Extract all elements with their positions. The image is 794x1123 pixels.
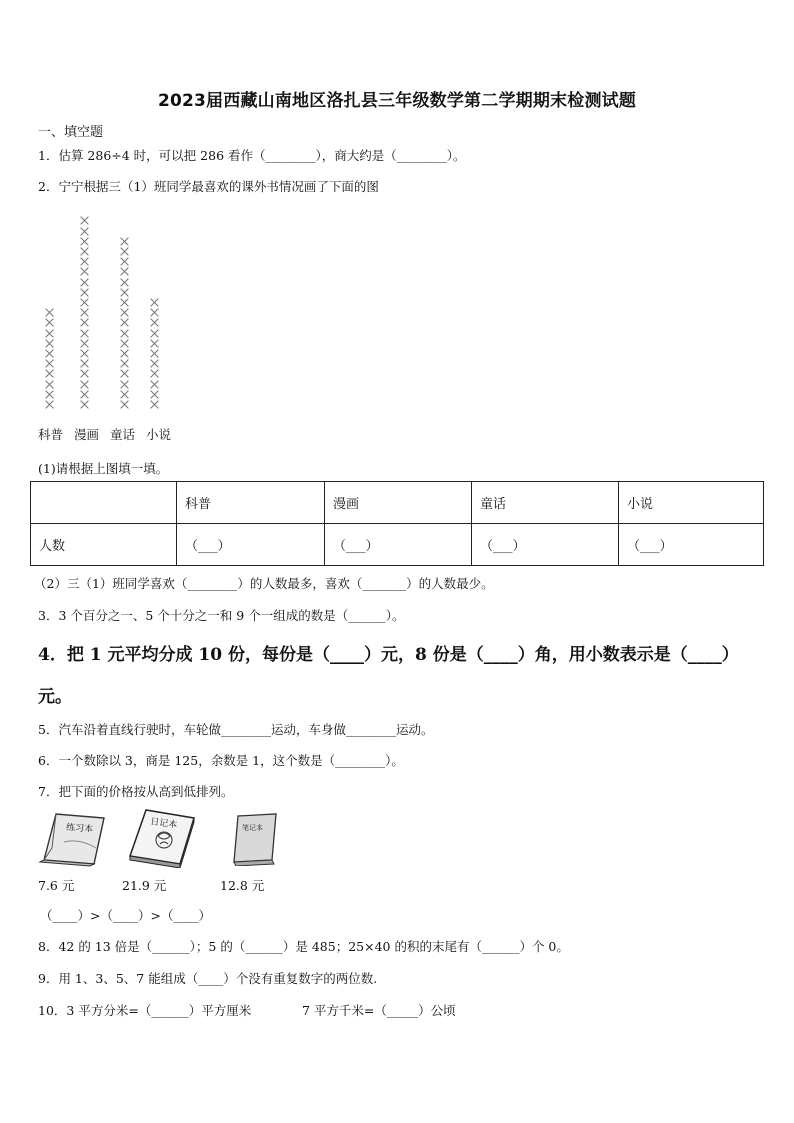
tally-cross (80, 288, 89, 297)
question-10-part-b: 7 平方千米=（_____）公顷 (302, 1003, 456, 1018)
category-label-manhua: 漫画 (74, 427, 100, 442)
tally-cross (80, 216, 89, 225)
table-cell (31, 482, 177, 524)
answer-blank[interactable]: （___） (619, 524, 764, 566)
tally-cross (150, 400, 159, 409)
question-7: 7．把下面的价格按从高到低排列。 (38, 784, 234, 799)
table-header-cell: 童话 (472, 482, 619, 524)
price-notebook: 12.8 元 (220, 878, 265, 893)
tally-cross (150, 390, 159, 399)
tally-cross (80, 237, 89, 246)
tally-cross (45, 390, 54, 399)
tally-cross (45, 308, 54, 317)
tally-cross (120, 237, 129, 246)
count-table (30, 481, 764, 566)
tally-cross (150, 318, 159, 327)
question-5: 5．汽车沿着直线行驶时，车轮做________运动，车身做________运动。 (38, 722, 434, 737)
tally-cross (80, 390, 89, 399)
tally-cross (45, 318, 54, 327)
tally-cross (45, 359, 54, 368)
tally-cross (120, 298, 129, 307)
question-6: 6．一个数除以 3，商是 125，余数是 1，这个数是（________）。 (38, 753, 404, 768)
price-diary: 21.9 元 (122, 878, 167, 893)
tally-cross (45, 369, 54, 378)
table-header-cell: 小说 (619, 482, 764, 524)
tally-cross (80, 278, 89, 287)
tally-cross (120, 318, 129, 327)
tally-cross (120, 257, 129, 266)
answer-blank[interactable]: （___） (177, 524, 325, 566)
tally-cross (150, 339, 159, 348)
tally-cross (120, 329, 129, 338)
category-label-kepu: 科普 (38, 427, 64, 442)
tally-cross (80, 257, 89, 266)
tally-cross (150, 349, 159, 358)
tally-cross (80, 247, 89, 256)
tally-cross (45, 349, 54, 358)
tally-cross (120, 267, 129, 276)
table-row-label: 人数 (31, 524, 177, 566)
question-2-part-1: (1)请根据上图填一填。 (38, 461, 169, 476)
tally-cross (80, 349, 89, 358)
tally-cross (80, 380, 89, 389)
diary-image (124, 806, 198, 868)
tally-cross (120, 247, 129, 256)
tally-cross (80, 308, 89, 317)
tally-cross (80, 400, 89, 409)
question-4: 4．把 1 元平均分成 10 份，每份是（____）元，8 份是（____）角，用小数表示是（____） (38, 645, 739, 665)
question-8: 8．42 的 13 倍是（______）；5 的（______）是 485；25×40 的积的末尾有（______）个 0。 (38, 939, 569, 954)
tally-cross (120, 349, 129, 358)
category-label-tonghua: 童话 (110, 427, 136, 442)
book-cover-label: 日记本 (149, 817, 178, 831)
notebook-image (228, 810, 282, 866)
tally-cross (80, 369, 89, 378)
question-4-continued: 元。 (38, 687, 72, 707)
tally-cross (120, 400, 129, 409)
tally-cross (120, 390, 129, 399)
tally-cross (45, 400, 54, 409)
tally-cross (80, 267, 89, 276)
table-row (31, 524, 764, 566)
question-10-part-a: 10．3 平方分米=（______）平方厘米 (38, 1003, 252, 1018)
price-exercise-book: 7.6 元 (38, 878, 75, 893)
tally-cross (120, 359, 129, 368)
exercise-book-image (36, 808, 108, 868)
tally-cross (80, 298, 89, 307)
answer-blank[interactable]: （___） (325, 524, 472, 566)
question-9: 9．用 1、3、5、7 能组成（____）个没有重复数字的两位数. (38, 971, 378, 986)
tally-cross (150, 298, 159, 307)
question-1: 1．估算 286÷4 时，可以把 286 看作（________），商大约是（________）。 (38, 148, 466, 163)
tally-cross (150, 329, 159, 338)
page-title: 2023届西藏山南地区洛扎县三年级数学第二学期期末检测试题 (157, 91, 637, 111)
tally-cross (120, 339, 129, 348)
tally-cross (80, 227, 89, 236)
table-header-cell: 科普 (177, 482, 325, 524)
tally-cross (150, 359, 159, 368)
question-2-part-2: （2）三（1）班同学喜欢（________）的人数最多，喜欢（_______）的人数最少。 (34, 576, 494, 591)
tally-cross (45, 380, 54, 389)
table-row (31, 482, 764, 524)
book-cover-label: 练习本 (65, 823, 94, 835)
tally-cross (120, 288, 129, 297)
tally-cross (80, 318, 89, 327)
tally-cross (150, 308, 159, 317)
category-label-xiaoshuo: 小说 (146, 427, 172, 442)
tally-cross (150, 380, 159, 389)
tally-cross (150, 369, 159, 378)
tally-cross (120, 380, 129, 389)
tally-cross (80, 329, 89, 338)
section-heading: 一、填空题 (38, 125, 104, 140)
book-cover-label: 笔记本 (242, 824, 263, 832)
tally-cross (120, 278, 129, 287)
tally-cross (120, 369, 129, 378)
answer-blank[interactable]: （___） (472, 524, 619, 566)
question-3: 3．3 个百分之一、5 个十分之一和 9 个一组成的数是（______）。 (38, 608, 405, 623)
table-header-cell: 漫画 (325, 482, 472, 524)
tally-cross (80, 359, 89, 368)
tally-cross (120, 308, 129, 317)
question-7-order-blanks[interactable]: （____）>（____）>（____） (40, 908, 211, 923)
tally-cross (45, 329, 54, 338)
tally-cross (80, 339, 89, 348)
tally-cross (45, 339, 54, 348)
question-2: 2．宁宁根据三（1）班同学最喜欢的课外书情况画了下面的图 (38, 179, 379, 194)
